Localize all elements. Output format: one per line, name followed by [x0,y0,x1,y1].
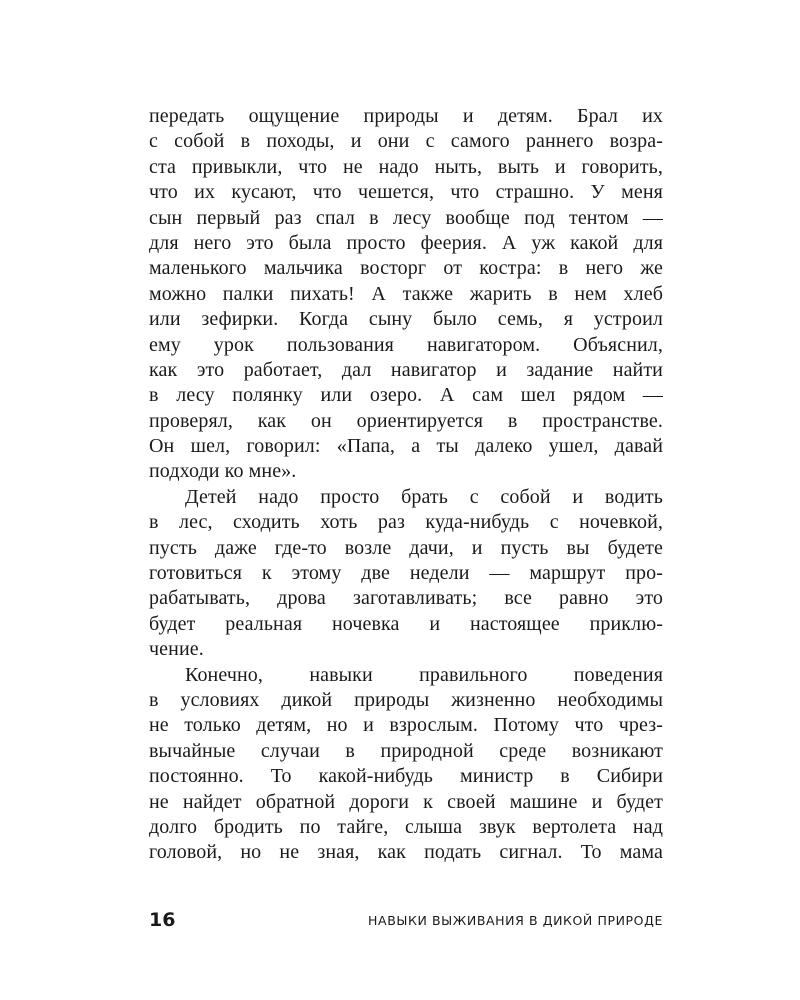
text-line: или зефирки. Когда сыну было семь, я устроил [149,308,663,331]
body-text [149,104,663,866]
text-line: что их кусают, что чешется, что страшно. У меня [149,181,663,204]
text-line: не только детям, но и взрослым. Потому что чрез- [149,714,663,737]
text-line: сын первый раз спал в лесу вообще под тентом — [149,206,663,229]
text-line: проверял, как он ориентируется в пространстве. [149,409,663,432]
text-line: ему урок пользования навигатором. Объяснил, [149,333,663,356]
text-line: как это работает, дал навигатор и задание найти [149,358,663,381]
text-line: готовиться к этому две недели — маршрут про- [149,562,663,585]
text-line: долго бродить по тайге, слыша звук вертолета над [149,815,663,838]
text-line: можно палки пихать! А также жарить в нем хлеб [149,282,663,305]
text-line: рабатывать, дрова заготавливать; все равно это [149,587,663,610]
page-footer [149,908,663,932]
text-line: Детей надо просто брать с собой и водить [185,485,663,508]
text-line: маленького мальчика восторг от костра: в него же [149,257,663,280]
text-line: Конечно, навыки правильного поведения [185,663,663,686]
text-line: пусть даже где-то возле дачи, и пусть вы будете [149,536,663,559]
text-line: подходи ко мне». [149,460,297,483]
running-title: НАВЫКИ ВЫЖИВАНИЯ В ДИКОЙ ПРИРОДЕ [368,913,663,928]
text-line: в условиях дикой природы жизненно необходимы [149,688,663,711]
text-line: для него это была просто феерия. А уж какой для [149,231,663,254]
text-line: с собой в походы, и они с самого раннего возра- [149,130,663,153]
text-line: будет реальная ночевка и настоящее приклю- [149,612,663,635]
text-line: вычайные случаи в природной среде возникают [149,739,663,762]
text-line: ста привыкли, что не надо ныть, выть и говорить, [149,155,663,178]
text-line: в лесу полянку или озеро. А сам шел рядом — [149,384,663,407]
text-line: чение. [149,638,204,661]
text-line: передать ощущение природы и детям. Брал их [149,105,663,127]
page-number: 16 [149,909,176,931]
text-line: в лес, сходить хоть раз куда-нибудь с ночевкой, [149,511,663,534]
text-line: головой, но не зная, как подать сигнал. То мама [149,841,663,864]
text-line: Он шел, говорил: «Папа, а ты далеко ушел, давай [149,435,663,458]
text-line: постоянно. То какой-нибудь министр в Сибири [149,765,663,788]
text-line: не найдет обратной дороги к своей машине и будет [149,790,663,813]
